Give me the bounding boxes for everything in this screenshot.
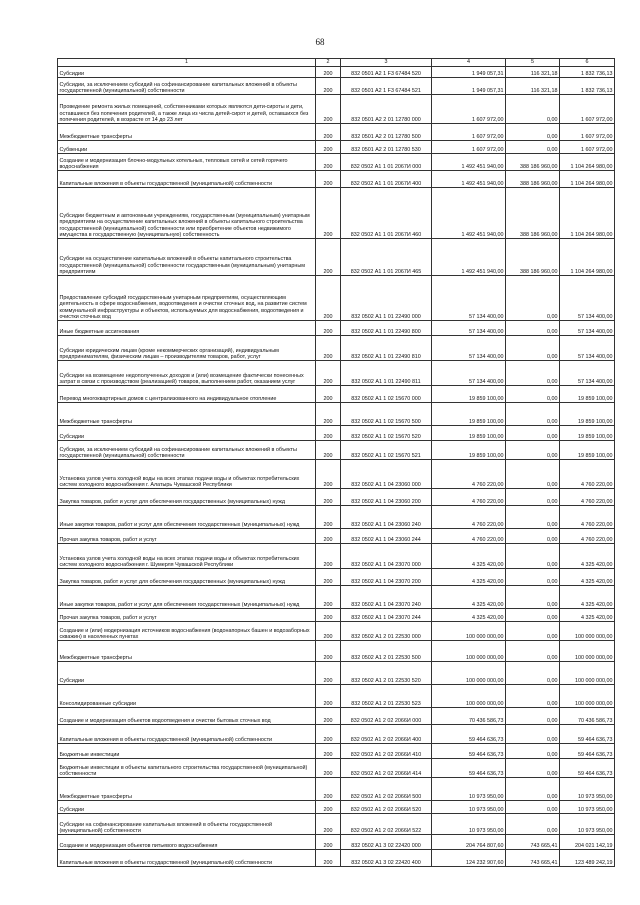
table-body — [58, 59, 615, 867]
table-row — [58, 336, 615, 361]
row-kbk: 832 0501 А2 2 01 12780 000 — [341, 95, 432, 124]
table-row — [58, 725, 615, 744]
row-value-1: 204 764 807,60 — [432, 835, 506, 850]
row-code: 200 — [316, 778, 341, 801]
row-value-3: 1 104 264 980,00 — [560, 154, 615, 171]
row-code: 200 — [316, 759, 341, 778]
row-value-1: 1 607 972,00 — [432, 95, 506, 124]
row-value-1: 57 134 400,00 — [432, 321, 506, 336]
row-name: Закупка товаров, работ и услуг для обеспечения государственных (муниципальных) нужд — [58, 569, 316, 586]
row-code: 200 — [316, 336, 341, 361]
row-name: Субсидии, за исключением субсидий на софинансирование капитальных вложений в объекты государственной (муниципальной) собственности — [58, 441, 316, 460]
row-kbk: 832 0502 А1 1 04 23070 000 — [341, 544, 432, 569]
column-header: 2 — [316, 59, 341, 67]
table-row — [58, 835, 615, 850]
row-value-3: 1 104 264 980,00 — [560, 239, 615, 276]
row-name: Установка узлов учета холодной воды на всех этапах подачи воды и объектах потребительских систем холодного водоснабжения г. Алатырь Чувашской Республики — [58, 460, 316, 489]
row-value-2: 0,00 — [506, 586, 560, 609]
table-row — [58, 641, 615, 662]
row-name: Субсидии — [58, 662, 316, 685]
row-kbk: 832 0502 А1 1 02 15670 500 — [341, 403, 432, 426]
row-value-1: 4 325 420,00 — [432, 586, 506, 609]
table-row — [58, 386, 615, 403]
table-row — [58, 586, 615, 609]
row-code: 200 — [316, 361, 341, 386]
row-value-3: 4 325 420,00 — [560, 586, 615, 609]
row-kbk: 832 0502 А1 1 02 15670 521 — [341, 441, 432, 460]
row-kbk: 832 0502 А1 1 04 23070 244 — [341, 609, 432, 622]
table-row — [58, 506, 615, 529]
row-name: Субвенции — [58, 141, 316, 154]
row-value-1: 1 492 451 940,00 — [432, 154, 506, 171]
row-value-3: 123 489 242,19 — [560, 850, 615, 867]
row-name: Прочая закупка товаров, работ и услуг — [58, 609, 316, 622]
row-code: 200 — [316, 78, 341, 95]
table-row — [58, 685, 615, 708]
row-name: Межбюджетные трансферты — [58, 403, 316, 426]
table-row — [58, 141, 615, 154]
row-value-2: 0,00 — [506, 801, 560, 814]
row-kbk: 832 0502 А1 2 02 2066И 520 — [341, 801, 432, 814]
table-row — [58, 276, 615, 321]
row-kbk: 832 0502 А1 1 04 23060 244 — [341, 529, 432, 544]
row-name: Субсидии, за исключением субсидий на софинансирование капитальных вложений в объекты государственной (муниципальной) собственности — [58, 78, 316, 95]
row-kbk: 832 0502 А1 1 02 15670 520 — [341, 426, 432, 441]
row-kbk: 832 0502 А1 1 04 23070 200 — [341, 569, 432, 586]
row-value-3: 57 134 400,00 — [560, 276, 615, 321]
row-value-1: 4 325 420,00 — [432, 544, 506, 569]
row-value-2: 0,00 — [506, 609, 560, 622]
row-value-3: 100 000 000,00 — [560, 662, 615, 685]
row-value-3: 57 134 400,00 — [560, 336, 615, 361]
row-value-2: 0,00 — [506, 426, 560, 441]
row-name: Иные закупки товаров, работ и услуг для обеспечения государственных (муниципальных) нужд — [58, 506, 316, 529]
row-value-1: 100 000 000,00 — [432, 622, 506, 641]
row-kbk: 832 0502 А1 1 01 2067И 000 — [341, 154, 432, 171]
row-value-3: 4 760 220,00 — [560, 460, 615, 489]
row-code: 200 — [316, 708, 341, 725]
row-value-1: 124 232 907,60 — [432, 850, 506, 867]
row-value-3: 1 607 972,00 — [560, 124, 615, 141]
row-code: 200 — [316, 609, 341, 622]
row-name: Субсидии на софинансирование капитальных вложений в объекты государственной (муниципальной) собственности — [58, 814, 316, 835]
row-kbk: 832 0502 А1 1 01 22490 800 — [341, 321, 432, 336]
table-row — [58, 124, 615, 141]
row-code: 200 — [316, 67, 341, 78]
table-row — [58, 154, 615, 171]
row-value-1: 4 760 220,00 — [432, 506, 506, 529]
row-value-3: 57 134 400,00 — [560, 321, 615, 336]
row-kbk: 832 0502 А1 2 02 2066И 414 — [341, 759, 432, 778]
row-code: 200 — [316, 529, 341, 544]
row-kbk: 832 0502 А1 1 02 15670 000 — [341, 386, 432, 403]
row-name: Создание и модернизация блочно-модульных котельных, тепловых сетей и сетей горячего водоснабжения — [58, 154, 316, 171]
row-code: 200 — [316, 426, 341, 441]
row-value-3: 100 000 000,00 — [560, 622, 615, 641]
table-row — [58, 662, 615, 685]
page-number: 68 — [315, 37, 325, 47]
row-value-3: 19 859 100,00 — [560, 386, 615, 403]
table-row — [58, 426, 615, 441]
row-code: 200 — [316, 544, 341, 569]
row-value-1: 19 859 100,00 — [432, 441, 506, 460]
table-row — [58, 489, 615, 506]
row-code: 200 — [316, 124, 341, 141]
row-name: Бюджетные инвестиции в объекты капитального строительства государственной (муниципальной) собственности — [58, 759, 316, 778]
row-kbk: 832 0502 А1 1 01 22490 811 — [341, 361, 432, 386]
row-kbk: 832 0502 А1 3 02 22420 400 — [341, 850, 432, 867]
row-code: 200 — [316, 569, 341, 586]
row-value-3: 1 832 736,13 — [560, 78, 615, 95]
row-code: 200 — [316, 489, 341, 506]
table-row — [58, 544, 615, 569]
row-value-2: 0,00 — [506, 336, 560, 361]
row-value-1: 4 760 220,00 — [432, 460, 506, 489]
row-kbk: 832 0502 А1 3 02 22420 000 — [341, 835, 432, 850]
row-value-3: 19 859 100,00 — [560, 426, 615, 441]
row-kbk: 832 0502 А1 1 04 23060 000 — [341, 460, 432, 489]
row-value-1: 4 325 420,00 — [432, 569, 506, 586]
row-kbk: 832 0502 А1 1 01 22490 000 — [341, 276, 432, 321]
row-value-1: 10 973 950,00 — [432, 814, 506, 835]
row-kbk: 832 0501 А2 1 F3 67484 521 — [341, 78, 432, 95]
row-code: 200 — [316, 725, 341, 744]
row-value-1: 4 325 420,00 — [432, 609, 506, 622]
row-code: 200 — [316, 386, 341, 403]
row-value-3: 4 760 220,00 — [560, 506, 615, 529]
row-value-1: 100 000 000,00 — [432, 685, 506, 708]
row-value-1: 70 436 586,73 — [432, 708, 506, 725]
row-value-3: 19 859 100,00 — [560, 441, 615, 460]
row-value-2: 0,00 — [506, 662, 560, 685]
column-header: 6 — [560, 59, 615, 67]
row-code: 200 — [316, 835, 341, 850]
column-header: 5 — [506, 59, 560, 67]
row-value-2: 0,00 — [506, 529, 560, 544]
row-code: 200 — [316, 171, 341, 188]
row-name: Создание и (или) модернизация источников водоснабжения (водонапорных башен и водозаборных скважин) в населенных пунктах — [58, 622, 316, 641]
table-row — [58, 801, 615, 814]
row-kbk: 832 0502 А1 1 04 23070 240 — [341, 586, 432, 609]
row-value-1: 19 859 100,00 — [432, 386, 506, 403]
row-value-3: 59 464 636,73 — [560, 759, 615, 778]
row-name: Субсидии на осуществление капитальных вложений в объекты капитального строительства государственной (муниципальной) собственности государственным (муниципальным) унитарным предприятиям — [58, 239, 316, 276]
row-value-2: 0,00 — [506, 506, 560, 529]
row-kbk: 832 0502 А1 2 02 2066И 410 — [341, 744, 432, 759]
row-value-2: 0,00 — [506, 460, 560, 489]
row-value-2: 0,00 — [506, 441, 560, 460]
row-value-3: 4 325 420,00 — [560, 609, 615, 622]
table-row — [58, 441, 615, 460]
row-kbk: 832 0502 А1 2 02 2066И 400 — [341, 725, 432, 744]
row-value-2: 0,00 — [506, 386, 560, 403]
row-code: 200 — [316, 276, 341, 321]
row-value-3: 4 325 420,00 — [560, 544, 615, 569]
row-kbk: 832 0502 А1 1 04 23060 240 — [341, 506, 432, 529]
row-name: Субсидии — [58, 426, 316, 441]
row-name: Иные бюджетные ассигнования — [58, 321, 316, 336]
row-value-1: 59 464 636,73 — [432, 744, 506, 759]
table-row — [58, 361, 615, 386]
row-value-2: 0,00 — [506, 778, 560, 801]
table-row — [58, 778, 615, 801]
table-row — [58, 188, 615, 239]
row-value-2: 0,00 — [506, 403, 560, 426]
row-name: Создание и модернизация объектов питьевого водоснабжения — [58, 835, 316, 850]
row-value-2: 0,00 — [506, 641, 560, 662]
row-name: Межбюджетные трансферты — [58, 124, 316, 141]
row-value-2: 0,00 — [506, 814, 560, 835]
row-value-2: 0,00 — [506, 685, 560, 708]
row-value-3: 1 607 972,00 — [560, 141, 615, 154]
row-name: Закупка товаров, работ и услуг для обеспечения государственных (муниципальных) нужд — [58, 489, 316, 506]
table-row — [58, 814, 615, 835]
row-value-1: 1 607 972,00 — [432, 141, 506, 154]
row-value-1: 59 464 636,73 — [432, 725, 506, 744]
row-kbk: 832 0502 А1 2 02 2066И 522 — [341, 814, 432, 835]
row-code: 200 — [316, 662, 341, 685]
row-value-3: 10 973 950,00 — [560, 801, 615, 814]
row-value-2: 388 186 960,00 — [506, 154, 560, 171]
row-code: 200 — [316, 586, 341, 609]
row-code: 200 — [316, 154, 341, 171]
row-value-2: 0,00 — [506, 544, 560, 569]
row-name: Предоставление субсидий государственным унитарным предприятиям, осуществляющим деятельность в сфере водоснабжения, водоотведения и очистки сточных вод, на развитие систем коммунальной инфраструктуры и объектов, используемых для водоснабжения, водоотведения и очистки сточных вод — [58, 276, 316, 321]
table-row — [58, 569, 615, 586]
row-value-1: 10 973 950,00 — [432, 778, 506, 801]
row-code: 200 — [316, 801, 341, 814]
row-value-1: 57 134 400,00 — [432, 361, 506, 386]
table-row — [58, 460, 615, 489]
row-kbk: 832 0501 А2 1 F3 67484 520 — [341, 67, 432, 78]
row-value-3: 1 104 264 980,00 — [560, 171, 615, 188]
row-value-2: 0,00 — [506, 489, 560, 506]
row-value-2: 0,00 — [506, 622, 560, 641]
row-value-1: 100 000 000,00 — [432, 641, 506, 662]
row-value-2: 0,00 — [506, 124, 560, 141]
row-value-2: 388 186 960,00 — [506, 171, 560, 188]
row-code: 200 — [316, 506, 341, 529]
table-row — [58, 95, 615, 124]
row-value-3: 59 464 636,73 — [560, 744, 615, 759]
row-code: 200 — [316, 441, 341, 460]
row-value-2: 743 665,41 — [506, 850, 560, 867]
row-code: 200 — [316, 188, 341, 239]
row-value-2: 116 321,18 — [506, 78, 560, 95]
row-name: Межбюджетные трансферты — [58, 778, 316, 801]
row-value-3: 1 832 736,13 — [560, 67, 615, 78]
row-value-3: 10 973 950,00 — [560, 814, 615, 835]
row-code: 200 — [316, 622, 341, 641]
row-value-3: 1 104 264 980,00 — [560, 188, 615, 239]
row-name: Прочая закупка товаров, работ и услуг — [58, 529, 316, 544]
row-value-1: 19 859 100,00 — [432, 403, 506, 426]
row-name: Капитальные вложения в объекты государственной (муниципальной) собственности — [58, 171, 316, 188]
row-code: 200 — [316, 460, 341, 489]
row-code: 200 — [316, 685, 341, 708]
row-value-2: 0,00 — [506, 361, 560, 386]
table-row — [58, 239, 615, 276]
budget-table — [57, 58, 615, 867]
row-kbk: 832 0502 А1 1 04 23060 200 — [341, 489, 432, 506]
row-name: Перевод многоквартирных домов с централизованного на индивидуальное отопление — [58, 386, 316, 403]
row-value-1: 4 760 220,00 — [432, 489, 506, 506]
row-value-1: 100 000 000,00 — [432, 662, 506, 685]
row-code: 200 — [316, 641, 341, 662]
row-kbk: 832 0502 А1 2 01 22530 520 — [341, 662, 432, 685]
row-value-2: 388 186 960,00 — [506, 188, 560, 239]
row-name: Субсидии — [58, 67, 316, 78]
table-row — [58, 850, 615, 867]
row-kbk: 832 0501 А2 2 01 12780 500 — [341, 124, 432, 141]
row-name: Иные закупки товаров, работ и услуг для обеспечения государственных (муниципальных) нужд — [58, 586, 316, 609]
row-name: Субсидии бюджетным и автономным учреждениям, государственным (муниципальным) унитарным предприятиям на осуществление капитальных вложений в объекты капитального строительства государственной (муниципальной) собственности или приобретение объектов недвижимого имущества в государственную (муниципальную) собственность — [58, 188, 316, 239]
row-value-1: 57 134 400,00 — [432, 276, 506, 321]
row-value-3: 4 760 220,00 — [560, 529, 615, 544]
row-value-3: 19 859 100,00 — [560, 403, 615, 426]
row-value-3: 57 134 400,00 — [560, 361, 615, 386]
row-value-2: 743 665,41 — [506, 835, 560, 850]
row-value-2: 0,00 — [506, 569, 560, 586]
row-name: Проведение ремонта жилых помещений, собственниками которых являются дети-сироты и дети, оставшиеся без попечения родителей, а также лица из числа детей-сирот и детей, оставшихся без попечения родителей, в возрасте от 14 до 23 лет — [58, 95, 316, 124]
row-value-2: 388 186 960,00 — [506, 239, 560, 276]
table-row — [58, 321, 615, 336]
row-value-1: 1 492 451 940,00 — [432, 188, 506, 239]
table-row — [58, 744, 615, 759]
row-name: Капитальные вложения в объекты государственной (муниципальной) собственности — [58, 725, 316, 744]
row-kbk: 832 0502 А1 2 01 22530 500 — [341, 641, 432, 662]
row-code: 200 — [316, 403, 341, 426]
row-name: Бюджетные инвестиции — [58, 744, 316, 759]
row-name: Установка узлов учета холодной воды на всех этапах подачи воды и объектах потребительских систем холодного водоснабжения г. Шумерля Чувашской Республики — [58, 544, 316, 569]
table-row — [58, 708, 615, 725]
row-name: Межбюджетные трансферты — [58, 641, 316, 662]
row-value-1: 1 949 057,31 — [432, 78, 506, 95]
row-kbk: 832 0502 А1 2 02 2066И 000 — [341, 708, 432, 725]
row-kbk: 832 0502 А1 2 02 2066И 500 — [341, 778, 432, 801]
row-code: 200 — [316, 141, 341, 154]
row-code: 200 — [316, 239, 341, 276]
row-value-2: 0,00 — [506, 759, 560, 778]
header-row — [58, 59, 615, 67]
row-value-2: 0,00 — [506, 708, 560, 725]
row-value-3: 100 000 000,00 — [560, 641, 615, 662]
row-code: 200 — [316, 95, 341, 124]
row-value-3: 10 973 950,00 — [560, 778, 615, 801]
row-value-3: 100 000 000,00 — [560, 685, 615, 708]
row-value-2: 0,00 — [506, 321, 560, 336]
row-value-3: 204 021 142,19 — [560, 835, 615, 850]
row-name: Субсидии на возмещение недополученных доходов и (или) возмещение фактически понесенных затрат в связи с производством (реализацией) товаров, выполнением работ, оказанием услуг — [58, 361, 316, 386]
row-value-2: 0,00 — [506, 276, 560, 321]
row-value-1: 1 607 972,00 — [432, 124, 506, 141]
table-row — [58, 78, 615, 95]
row-kbk: 832 0501 А2 2 01 12780 530 — [341, 141, 432, 154]
table-row — [58, 609, 615, 622]
row-name: Субсидии — [58, 801, 316, 814]
row-value-2: 0,00 — [506, 744, 560, 759]
row-value-2: 0,00 — [506, 725, 560, 744]
table-row — [58, 759, 615, 778]
row-value-1: 1 492 451 940,00 — [432, 171, 506, 188]
table-row — [58, 171, 615, 188]
row-value-1: 57 134 400,00 — [432, 336, 506, 361]
table-row — [58, 403, 615, 426]
row-code: 200 — [316, 814, 341, 835]
row-kbk: 832 0502 А1 1 01 22490 810 — [341, 336, 432, 361]
row-code: 200 — [316, 321, 341, 336]
table-row — [58, 622, 615, 641]
row-value-1: 59 464 636,73 — [432, 759, 506, 778]
table-row — [58, 67, 615, 78]
row-kbk: 832 0502 А1 1 01 2067И 400 — [341, 171, 432, 188]
row-value-3: 4 760 220,00 — [560, 489, 615, 506]
column-header: 3 — [341, 59, 432, 67]
row-value-3: 1 607 972,00 — [560, 95, 615, 124]
row-kbk: 832 0502 А1 1 01 2067И 460 — [341, 188, 432, 239]
row-value-1: 4 760 220,00 — [432, 529, 506, 544]
row-name: Субсидии юридическим лицам (кроме некоммерческих организаций), индивидуальным предпринимателям, физическим лицам – производителям товаров, работ, услуг — [58, 336, 316, 361]
table-row — [58, 529, 615, 544]
row-kbk: 832 0502 А1 2 01 22530 523 — [341, 685, 432, 708]
row-name: Капитальные вложения в объекты государственной (муниципальной) собственности — [58, 850, 316, 867]
row-kbk: 832 0502 А1 1 01 2067И 465 — [341, 239, 432, 276]
row-value-3: 4 325 420,00 — [560, 569, 615, 586]
row-value-1: 19 859 100,00 — [432, 426, 506, 441]
row-value-2: 0,00 — [506, 141, 560, 154]
column-header: 1 — [58, 59, 316, 67]
column-header: 4 — [432, 59, 506, 67]
row-name: Консолидированные субсидии — [58, 685, 316, 708]
row-value-2: 116 321,18 — [506, 67, 560, 78]
row-value-2: 0,00 — [506, 95, 560, 124]
row-code: 200 — [316, 850, 341, 867]
row-value-3: 70 436 586,73 — [560, 708, 615, 725]
row-kbk: 832 0502 А1 2 01 22530 000 — [341, 622, 432, 641]
row-value-1: 1 492 451 940,00 — [432, 239, 506, 276]
row-value-1: 1 949 057,31 — [432, 67, 506, 78]
row-code: 200 — [316, 744, 341, 759]
row-value-3: 59 464 636,73 — [560, 725, 615, 744]
row-value-1: 10 973 950,00 — [432, 801, 506, 814]
row-name: Создание и модернизация объектов водоотведения и очистки бытовых сточных вод — [58, 708, 316, 725]
